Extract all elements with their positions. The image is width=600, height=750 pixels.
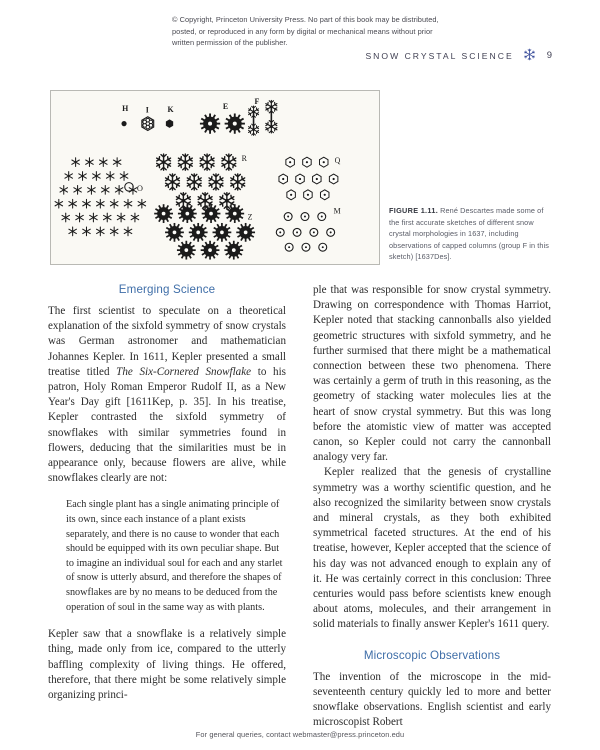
paragraph-kepler-intro xyxy=(48,304,286,486)
left-text-column xyxy=(48,283,286,703)
blockquote-text: Each single plant has a single animating principle of its own, since each instance of a plant exists separately, and there is no cause to wonder that each should be equipped with its own peculiar shape. But to imagine an individual soul for each and any starlet of snow is utterly absurd, and therefore the shapes of snowflakes are by no means to be deduced from the operation of soul in the same way as with plants. xyxy=(66,499,283,613)
running-head xyxy=(365,48,552,63)
svg-text:F: F xyxy=(254,96,260,106)
descartes-snow-crystal-sketch xyxy=(51,91,379,264)
copyright-notice: © Copyright, Princeton University Press. No part of this book may be distributed, posted, or reproduced in any form by digital or mechanical means without prior written permission of the publisher. xyxy=(172,15,439,48)
kepler-blockquote xyxy=(66,498,286,615)
footer-queries-notice: For general queries, contact webmaster@press.princeton.edu xyxy=(195,730,405,739)
running-head-title: SNOW CRYSTAL SCIENCE xyxy=(365,50,514,61)
svg-text:R: R xyxy=(241,154,247,164)
svg-text:K: K xyxy=(167,104,174,114)
section-heading-microscopic-observations: Microscopic Observations xyxy=(363,648,501,662)
figure-1-11-image xyxy=(50,90,380,265)
page-number: 9 xyxy=(546,50,552,61)
paragraph-continued: ple that was responsible for snow crystal symmetry. Drawing on correspondence with Thomas Harriot, Kepler noted that stacking cannonballs also yielded geometric structures with sixfold symmetry, and he further surmised that there might be a mathematical connection between these two phenomena. There was certainly a germ of truth in this reasoning, as the geometry of stacking water molecules lies at the heart of snow crystal symmetry. But this was long before the atomistic view of matter was accepted canon, so Kepler could not carry the cannonball analogy very far. xyxy=(313,284,551,464)
paragraph-snowflake-simple: Kepler saw that a snowflake is a relatively simple thing, made only from ice, compared to the utterly baffling complexity of living things. He offered, therefore, that there might be some relatively simple organizing princi- xyxy=(48,628,286,701)
figure-caption-text: René Descartes made some of the first accurate sketches of different snow crystal morphologies in 1637, including observations of capped columns (group F in this sketch) [1637Des]. xyxy=(389,206,550,262)
svg-text:Z: Z xyxy=(247,212,253,222)
svg-text:E: E xyxy=(222,101,229,111)
svg-text:O: O xyxy=(136,183,143,193)
svg-text:Q: Q xyxy=(334,156,341,166)
paragraph-microscope: The invention of the microscope in the mid-seventeenth century quickly led to more and better snowflake observations. English scientist and early microscopist Robert xyxy=(313,670,551,729)
svg-text:M: M xyxy=(333,206,341,216)
section-heading-emerging-science: Emerging Science xyxy=(118,283,216,296)
right-text-column xyxy=(313,283,551,730)
snowflake-icon xyxy=(523,48,536,63)
treatise-title: The Six-Cornered Snowflake xyxy=(116,365,252,378)
svg-text:I: I xyxy=(145,105,149,115)
figure-caption xyxy=(389,205,550,263)
paragraph-crystalline-symmetry: Kepler realized that the genesis of crystalline symmetry was a worthy scientific question, and he also recognized the similarity between snow crystals and mineral crystals, as they both exhibited symmetrical faceted structures. At the end of his treatise, however, Kepler accepted that the science of his day was not advanced enough to explain any of it. He was certainly correct in this conclusion: Three centuries would pass before scientists knew enough about atoms, molecules, and their arrangement in solid materials to finally answer Kepler's 1611 query. xyxy=(313,466,551,631)
paragraph-part-a: The first scientist to speculate on a theoretical explanation of the sixfold symmetry of snow crystals was German astronomer and mathematician Johannes Kepler. In 1611, Kepler presented a small treatise titled xyxy=(48,305,286,378)
figure-caption-label: FIGURE 1.11. xyxy=(389,206,439,215)
paragraph-part-b: to his patron, Holy Roman Emperor Rudolf II, as a New Year's Day gift [1611Kep, p. 35]. In his treatise, Kepler contrasted the sixfold symmetry of snowflakes with similar symmetries found in flowers, deducing that the similarities must be in appearance only, because flowers are alive, while snowflakes clearly are not: xyxy=(48,365,286,485)
svg-text:H: H xyxy=(122,103,129,113)
